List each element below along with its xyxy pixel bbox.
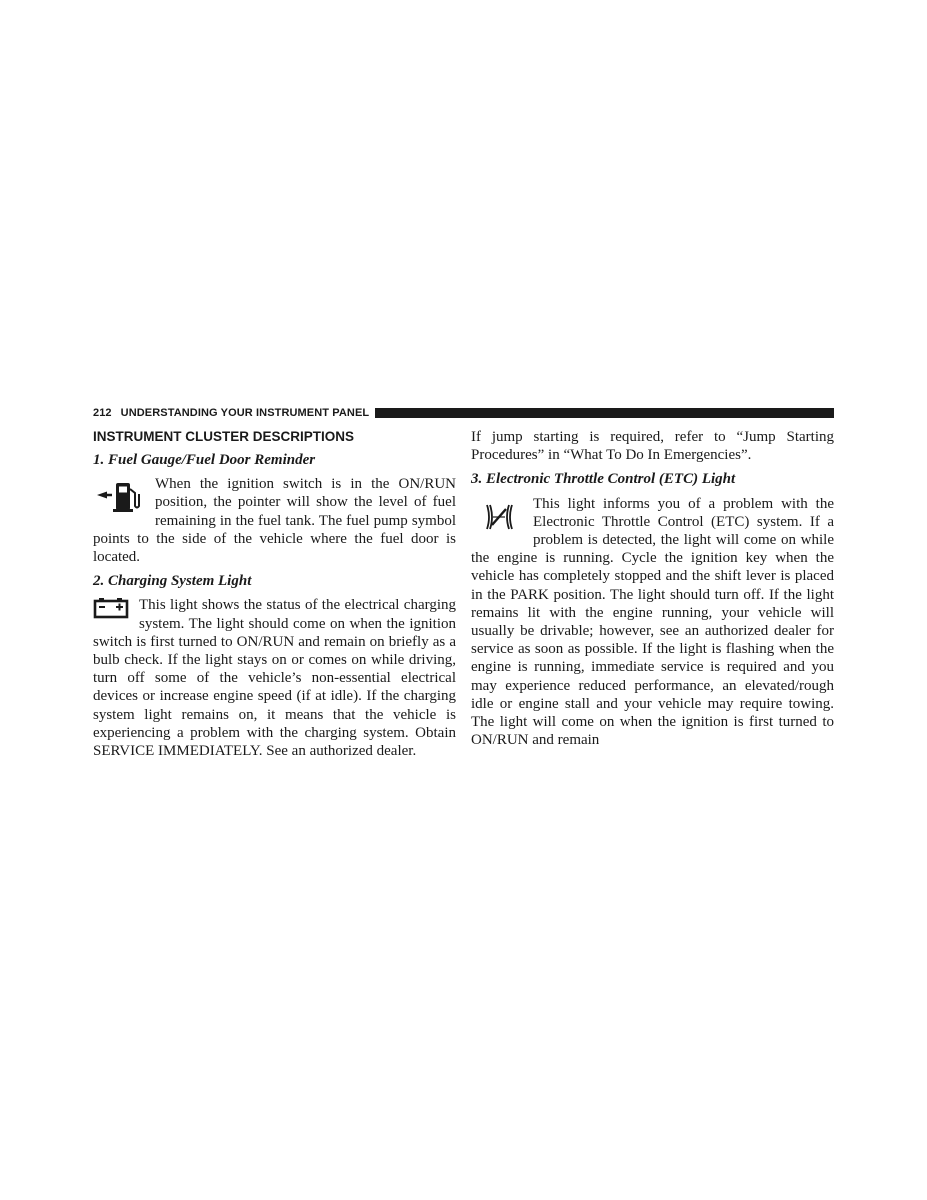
page-header [93,406,834,420]
fuel-pump-icon [93,477,155,517]
fuel-gauge-paragraph [93,475,456,566]
fuel-gauge-text: When the ignition switch is in the ON/RUN position, the pointer will show the level of fuel remaining in the fuel tank. The fuel pump symbol points to the side of the vehicle where the fuel door is located. [93,476,456,566]
jump-start-reference: If jump starting is required, refer to “Jump Starting Procedures” in “What To Do In Emergencies”. [471,429,834,464]
right-column [471,428,834,755]
running-section-title: UNDERSTANDING YOUR INSTRUMENT PANEL [120,407,370,419]
page-number: 212 [93,407,112,419]
battery-icon [93,597,135,621]
etc-light-paragraph [471,495,834,750]
header-rule-bar [375,408,834,418]
charging-system-text: This light shows the status of the electrical charging system. The light should come on when the ignition switch is first turned to ON/RUN and remain on briefly as a bulb check. If the light stays on or comes on while driving, turn off some of the vehicle’s non-essential electrical devices or increase engine speed (if at idle). If the charging system light remains on, it means that the vehicle is experiencing a problem with the charging system. Obtain SERVICE IMMEDIATELY. See an authorized dealer. [93,597,456,760]
charging-system-heading: 2. Charging System Light [93,573,252,590]
section-heading: INSTRUMENT CLUSTER DESCRIPTIONS [93,429,355,444]
throttle-control-icon [471,497,533,537]
left-column [93,428,456,766]
charging-system-paragraph [93,596,456,760]
etc-light-heading: 3. Electronic Throttle Control (ETC) Light [471,471,736,488]
etc-light-text: This light informs you of a problem with the Electronic Throttle Control (ETC) system. If a problem is detected, the light will come on while the engine is running. Cycle the ignition key when the vehicle has completely stopped and the shift lever is placed in the PARK position. The light should turn off. If the light remains lit with the engine running, your vehicle will usually be drivable; however, see an authorized dealer for service as soon as possible. If the light is flashing when the engine is running, immediate service is required and you may experience reduced performance, an elevated/rough idle or engine stall and your vehicle may require towing. The light will come on when the ignition is first turned to ON/RUN and remain [471,495,834,749]
fuel-gauge-heading: 1. Fuel Gauge/Fuel Door Reminder [93,452,316,468]
